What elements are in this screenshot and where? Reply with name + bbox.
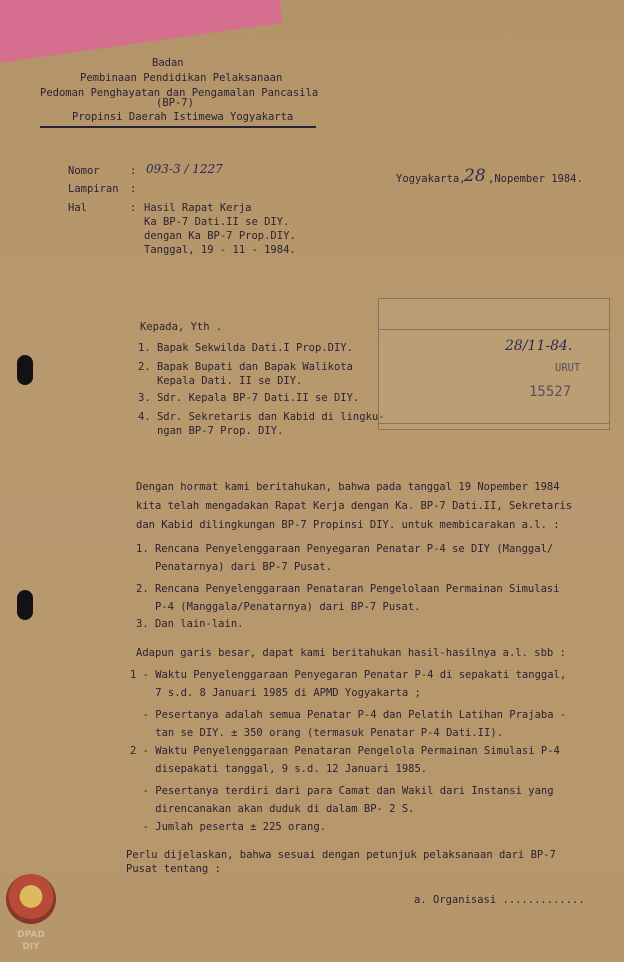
punch-hole bbox=[17, 590, 33, 620]
hal-line: Tanggal, 19 - 11 - 1984. bbox=[144, 244, 296, 256]
result-line: - Jumlah peserta ± 225 orang. bbox=[130, 821, 326, 833]
closing-line: Pusat tentang : bbox=[126, 863, 221, 875]
nomor-label: Nomor bbox=[68, 165, 100, 177]
agenda-line: P-4 (Manggala/Penatarnya) dari BP-7 Pusat. bbox=[136, 601, 421, 613]
lampiran-label: Lampiran bbox=[68, 183, 119, 195]
recipient-line: ngan BP-7 Prop. DIY. bbox=[138, 425, 284, 437]
stamp-number: 15527 bbox=[529, 384, 572, 400]
place-date-day: 28 bbox=[464, 166, 486, 186]
result-line: direncanakan akan duduk di dalam BP- 2 S. bbox=[130, 803, 415, 815]
header-line-4: (BP-7) bbox=[156, 97, 194, 109]
recipient-line: 2. Bapak Bupati dan Bapak Walikota bbox=[138, 361, 353, 373]
hal-label: Hal bbox=[68, 202, 87, 214]
intro-line: kita telah mengadakan Rapat Kerja dengan Ka. BP-7 Dati.II, Sekretaris bbox=[136, 500, 573, 512]
agenda-line: Penatarnya) dari BP-7 Pusat. bbox=[136, 561, 332, 573]
header-line-3: Pedoman Penghayatan dan Pengamalan Pancasila bbox=[40, 87, 319, 99]
watermark-line: DIY bbox=[22, 942, 40, 952]
place-date-suffix: ,Nopember 1984. bbox=[488, 173, 583, 185]
continuation-note: a. Organisasi ............. bbox=[414, 894, 585, 906]
stamp-divider bbox=[379, 423, 609, 424]
received-stamp bbox=[378, 298, 610, 430]
recipient-line: 1. Bapak Sekwilda Dati.I Prop.DIY. bbox=[138, 342, 353, 354]
hal-line: Ka BP-7 Dati.II se DIY. bbox=[144, 216, 290, 228]
hal-line: dengan Ka BP-7 Prop.DIY. bbox=[144, 230, 296, 242]
intro-line: Dengan hormat kami beritahukan, bahwa pada tanggal 19 Nopember 1984 bbox=[136, 481, 560, 493]
result-line: 2 - Waktu Penyelenggaraan Penataran Pengelola Permainan Simulasi P-4 bbox=[130, 745, 560, 757]
header-line-2: Pembinaan Pendidikan Pelaksanaan bbox=[80, 72, 283, 84]
agenda-line: 2. Rencana Penyelenggaraan Penataran Pengelolaan Permainan Simulasi bbox=[136, 583, 560, 595]
result-line: tan se DIY. ± 350 orang (termasuk Penatar P-4 Dati.II). bbox=[130, 727, 503, 739]
result-line: 1 - Waktu Penyelenggaraan Penyegaran Penatar P-4 di sepakati tanggal, bbox=[130, 669, 567, 681]
stamp-divider bbox=[379, 329, 609, 330]
pink-archive-tag bbox=[0, 0, 283, 65]
agenda-line: 1. Rencana Penyelenggaraan Penyegaran Penatar P-4 se DIY (Manggal/ bbox=[136, 543, 554, 555]
header-underline bbox=[40, 126, 316, 128]
recipient-line: Kepala Dati. II se DIY. bbox=[138, 375, 303, 387]
dpad-logo bbox=[6, 874, 56, 924]
result-line: - Pesertanya adalah semua Penatar P-4 dan Pelatih Latihan Prajaba - bbox=[130, 709, 567, 721]
agenda-line: 3. Dan lain-lain. bbox=[136, 618, 244, 630]
result-line: 7 s.d. 8 Januari 1985 di APMD Yogyakarta ; bbox=[130, 687, 421, 699]
recipient-line: 4. Sdr. Sekretaris dan Kabid di lingku- bbox=[138, 411, 385, 423]
colon: : bbox=[130, 202, 137, 214]
punch-hole bbox=[17, 355, 33, 385]
result-line: - Pesertanya terdiri dari para Camat dan Wakil dari Instansi yang bbox=[130, 785, 554, 797]
colon: : bbox=[130, 165, 137, 177]
recipient-line: 3. Sdr. Kepala BP-7 Dati.II se DIY. bbox=[138, 392, 360, 404]
intro-line: dan Kabid dilingkungan BP-7 Propinsi DIY. untuk membicarakan a.l. : bbox=[136, 519, 560, 531]
closing-line: Perlu dijelaskan, bahwa sesuai dengan petunjuk pelaksanaan dari BP-7 bbox=[126, 849, 556, 861]
stamp-urut-label: URUT bbox=[555, 362, 581, 374]
greeting: Kepada, Yth . bbox=[140, 321, 223, 333]
header-line-5: Propinsi Daerah Istimewa Yogyakarta bbox=[72, 111, 294, 123]
watermark-line: DPAD bbox=[17, 930, 45, 940]
header-line-1: Badan bbox=[152, 57, 184, 69]
colon: : bbox=[130, 183, 137, 195]
nomor-value: 093-3 / 1227 bbox=[146, 162, 223, 176]
results-intro: Adapun garis besar, dapat kami beritahukan hasil-hasilnya a.l. sbb : bbox=[136, 647, 566, 659]
result-line: disepakati tanggal, 9 s.d. 12 Januari 1985. bbox=[130, 763, 428, 775]
stamp-date: 28/11-84. bbox=[505, 338, 573, 354]
hal-line: Hasil Rapat Kerja bbox=[144, 202, 252, 214]
place-date-prefix: Yogyakarta, bbox=[396, 173, 466, 185]
